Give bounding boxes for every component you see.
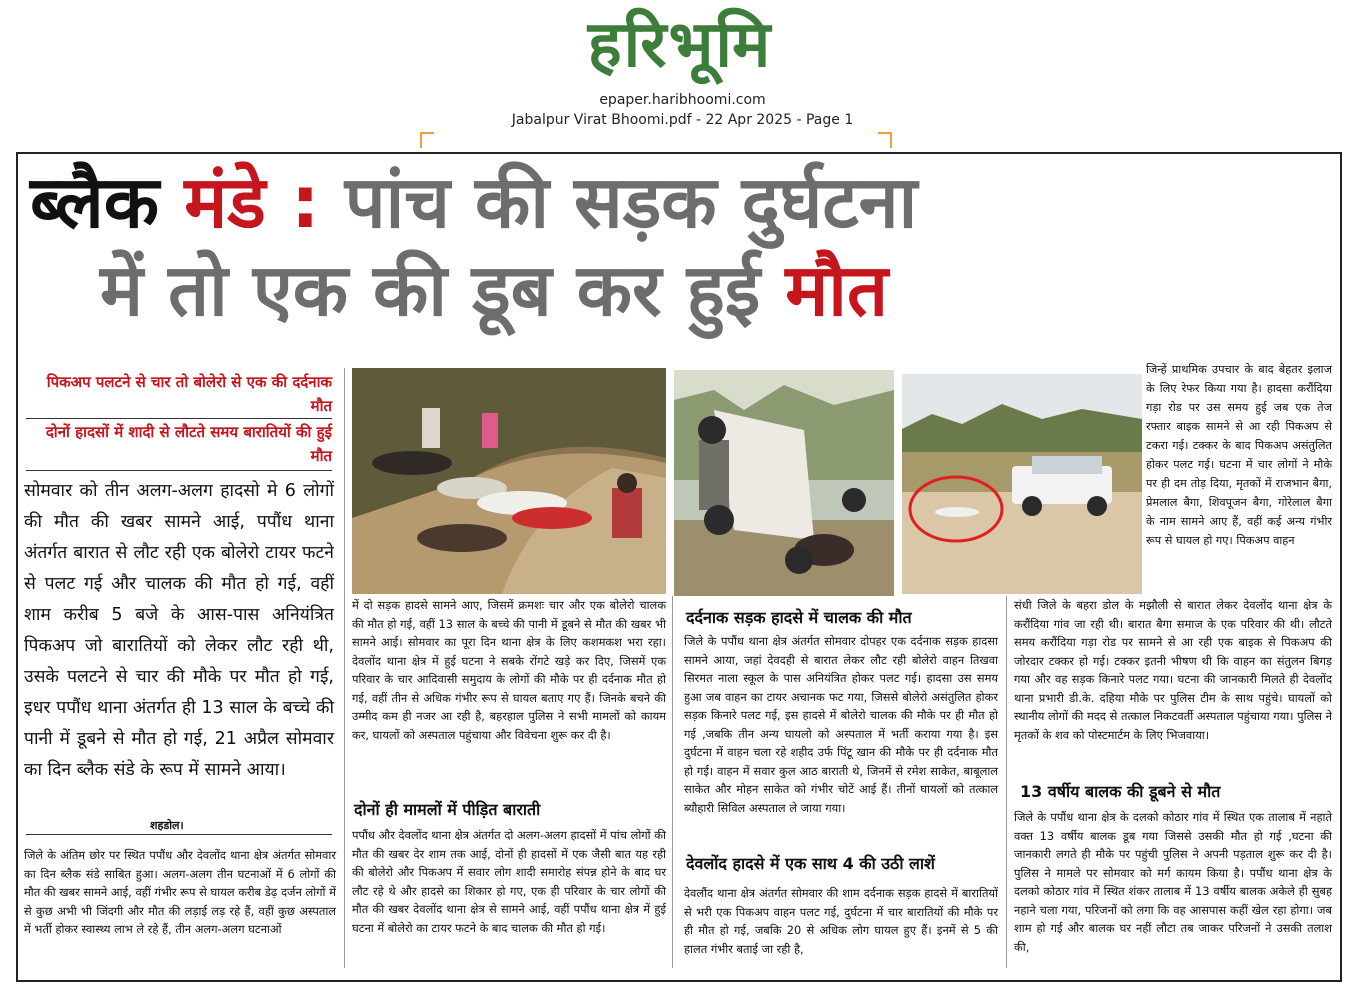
corner-bracket-right	[878, 132, 892, 148]
lead-paragraph: सोमवार को तीन अलग-अलग हादसो मे 6 लोगों की मौत की खबर सामने आई, पपौंध थाना अंतर्गत बारात से लौट रही एक बोलेरो टायर फटने से पलट गई और चालक की मौत हो गई, वहीं शाम करीब 5 बजे के आस-पास अनियंत्रित पिकअप जो बारातियों को लेकर लौट रही थी, उसके पलटने से चार की मौके पर मौत हो गई, इधर पपौंध थाना अंतर्गत ही 13 साल के बच्चे की पानी में डूबने से मौत हो गई, 21 अप्रैल सोमवार का दिन ब्लैक संडे के रूप में सामने आया।	[24, 481, 334, 780]
column-4-text-mid: संधी जिले के बहरा डोल के मझौली से बारात लेकर देवलोंद थाना क्षेत्र के करौंदिया गांव जा रही थी। बारात बैगा समाज के एक परिवार की थी। लौटते समय करौंदिया गड़ा रोड पर सामने से आ रही एक बाइक से पिकअप की जोरदार टक्कर हो गई। टक्कर इतनी भीषण थी कि वाहन का संतुलन बिगड़ गया और वह सड़क किनारे पलट गया। घटना की जानकारी मिलते ही देवलोंद थाना प्रभारी डी.के. दहिया मौके पर पुलिस टीम के साथ पहुंचे। घायलों को स्थानीय लोगों की मदद से तत्काल निकटवर्ती अस्पताल पहुंचाया गया। पुलिस ने मृतकों के शव को पोस्टमार्टम के लिए भिजवाया।	[1014, 598, 1332, 742]
newspaper-logo: हरिभूमि	[587, 8, 773, 82]
epaper-file-title: Jabalpur Virat Bhoomi.pdf - 22 Apr 2025 - Page 1	[511, 112, 854, 128]
pickup-accident-site-photo	[902, 374, 1142, 594]
column-1-text: जिले के अंतिम छोर पर स्थित पपौंध और देवलोंद थाना क्षेत्र अंतर्गत सोमवार का दिन ब्लैक संडे साबित हुआ। अलग-अलग तीन घटनाओं में 6 लोगों की मौत की खबर सामने आई, वहीं गंभीर रूप से घायल करीब डेढ़ दर्जन लोगों में से कुछ अभी भी जिंदगी और मौत की लड़ाई लड़ रहे हैं, वहीं कुछ अस्पताल में भर्ती होकर स्वास्थ्य लाभ ले रहे हैं, तीन अलग-अलग घटनाओं	[24, 848, 336, 936]
dateline: शहडोल।	[150, 819, 184, 832]
headline-word-black: ब्लैक	[30, 160, 160, 244]
subheading-1: पिकअप पलटने से चार तो बोलेरो से एक की दर्दनाक मौत	[46, 373, 332, 415]
headline-word-death: मौत	[785, 248, 888, 332]
column-divider	[344, 368, 345, 968]
column-3-heading-2: देवलोंद हादसे में एक साथ 4 की उठी लाशें	[686, 854, 935, 873]
corner-bracket-left	[420, 132, 434, 148]
epaper-url[interactable]: epaper.haribhoomi.com	[599, 92, 766, 108]
subheading-2: दोनों हादसों में शादी से लौटते समय बारातियों की हुई मौत	[45, 423, 332, 465]
column-3-text-bottom: देवलौंद थाना क्षेत्र अंतर्गत सोमवार की शाम दर्दनाक सड़क हादसे में बारातियों से भरी एक पिकअप वाहन पलट गई, दुर्घटना में चार बारातियों की मौके पर ही मौत हो गई, जबकि 20 से अधिक लोग घायल हुए हैं। इनमें से 5 की हालत गंभीर बताई जा रही है,	[684, 886, 998, 956]
divider	[26, 470, 332, 471]
accident-victims-photo	[352, 368, 666, 594]
headline-line1-rest: पांच की सड़क दुर्घटना	[344, 160, 918, 244]
masthead	[0, 0, 1365, 150]
column-4-text-top: जिन्हें प्राथमिक उपचार के बाद बेहतर इलाज के लिए रेफर किया गया है। हादसा करौंदिया गड़ा रोड पर उस समय हुई जब एक तेज रफ्तार बाइक सामने से आ रही पिकअप से टकरा गई। टक्कर के बाद पिकअप असंतुलित होकर पलट गई। घटना में चार लोगों ने मौके पर ही दम तोड़ दिया, मृतकों में राजभान बैगा, प्रेमलाल बैगा, शिवपूजन बैगा, गोरेलाल बैगा के नाम सामने आए हैं, वहीं कई अन्य गंभीर रूप से घायल हो गए। पिकअप वाहन	[1146, 363, 1332, 547]
column-divider	[672, 596, 673, 968]
column-2-text-bottom: पपौंध और देवलोंद थाना क्षेत्र अंतर्गत दो अलग-अलग हादसों में पांच लोगों की मौत की खबर देर शाम तक आई, दोनों ही हादसों में एक जैसी बात यह रही की बोलेरो और पिकअप में सवार लोग शादी समारोह संपन्न होने के बाद घर लौट रहे थे और हादसे का शिकार हो गए, एक ही परिवार के चार लोगों की मौत की खबर देवलोंद थाना क्षेत्र से सामने आई, वहीं पपौंध थाना क्षेत्र में हुई घटना में बोलेरो का टायर फटने के बाद चालक की मौत हो गई।	[352, 828, 666, 935]
column-2-text-top: में दो सड़क हादसे सामने आए, जिसमें क्रमशः चार और एक बोलेरो चालक की मौत हो गई, वहीं 13 साल के बच्चे की पानी में डूबने से मौत की खबर भी सामने आई। सोमवार का पूरा दिन थाना क्षेत्र के लिए कशमकश भरा रहा। देवलोंद थाना क्षेत्र में हुई घटना ने सबके रोंगटे खड़े कर दिए, जिसमें एक परिवार के चार आदिवासी समुदाय के लोगों की मौके पर ही दर्दनाक मौत हो गई, वहीं तीन से अधिक गंभीर रूप से घायल बताए गए हैं। जिनके बचने की उम्मीद कम ही नजर आ रही है, बहरहाल पुलिस ने सभी मामलों को कायम कर, घायलों को अस्पताल पहुंचाया और विवेचना शुरू कर दी है।	[352, 598, 666, 742]
column-4-heading: 13 वर्षीय बालक की डूबने से मौत	[1020, 782, 1221, 801]
column-divider	[1006, 596, 1007, 968]
overturned-bolero-photo	[674, 370, 894, 596]
headline-line2: में तो एक की डूब कर हुई	[100, 248, 761, 332]
headline-colon: :	[290, 160, 320, 244]
column-2-heading: दोनों ही मामलों में पीड़ित बाराती	[354, 800, 541, 819]
headline-word-monday: मंडे	[184, 160, 266, 244]
column-3-heading: दर्दनाक सड़क हादसे में चालक की मौत	[686, 608, 912, 627]
column-3-text-top: जिले के पपौंध थाना क्षेत्र अंतर्गत सोमवार दोपहर एक दर्दनाक सड़क हादसा सामने आया, जहां देवदही से बारात लेकर लौट रही बोलेरो वाहन तिखवा सिरमत नाला स्कूल के पास अनियंत्रित होकर पलट गई। हादसा उस समय हुआ जब वाहन का टायर अचानक फट गया, जिससे बोलेरो असंतुलित होकर सड़क किनारे पलट गई, इस हादसे में बोलेरो चालक की मौके पर ही मौत हो गई ,जबकि तीन अन्य घायलो को अस्पताल में भर्ती कराया गया है। इस दुर्घटना में वाहन चला रहे शहीद उर्फ पिंटू खान की मौके पर ही दर्दनाक मौत हो गई। वाहन में सवार कुल आठ बाराती थे, जिनमें से रमेश साकेत, बाबूलाल साकेत और मोहन साकेत को गंभीर चोटें आई हैं। तीनों घायलों को तत्काल ब्यौहारी सिविल अस्पताल ले जाया गया।	[684, 634, 998, 815]
column-4-text-bottom: जिले के पपौंध थाना क्षेत्र के दलको कोठार गांव में स्थित एक तालाब में नहाते वक्त 13 वर्षीय बालक डूब गया जिससे उसकी मौत हो गई ,घटना की जानकारी लगते ही मौके पर पहुंची पुलिस ने अपनी पड़ताल शुरू कर दी है। पुलिस ने मामले पर सोमवार को मर्ग कायम किया है। पपौंध थाना क्षेत्र के दलको कोठार गांव में स्थित शंकर तालाब में 13 वर्षीय बालक अकेले ही सुबह नहाने चला गया, परिजनों को लगा कि वह आसपास कहीं खेल रहा होगा। जब शाम हो गई और बालक घर नहीं लौटा तब जाकर परिजनों ने उसकी तलाश की,	[1014, 810, 1332, 954]
divider	[26, 834, 332, 835]
divider	[26, 418, 332, 419]
